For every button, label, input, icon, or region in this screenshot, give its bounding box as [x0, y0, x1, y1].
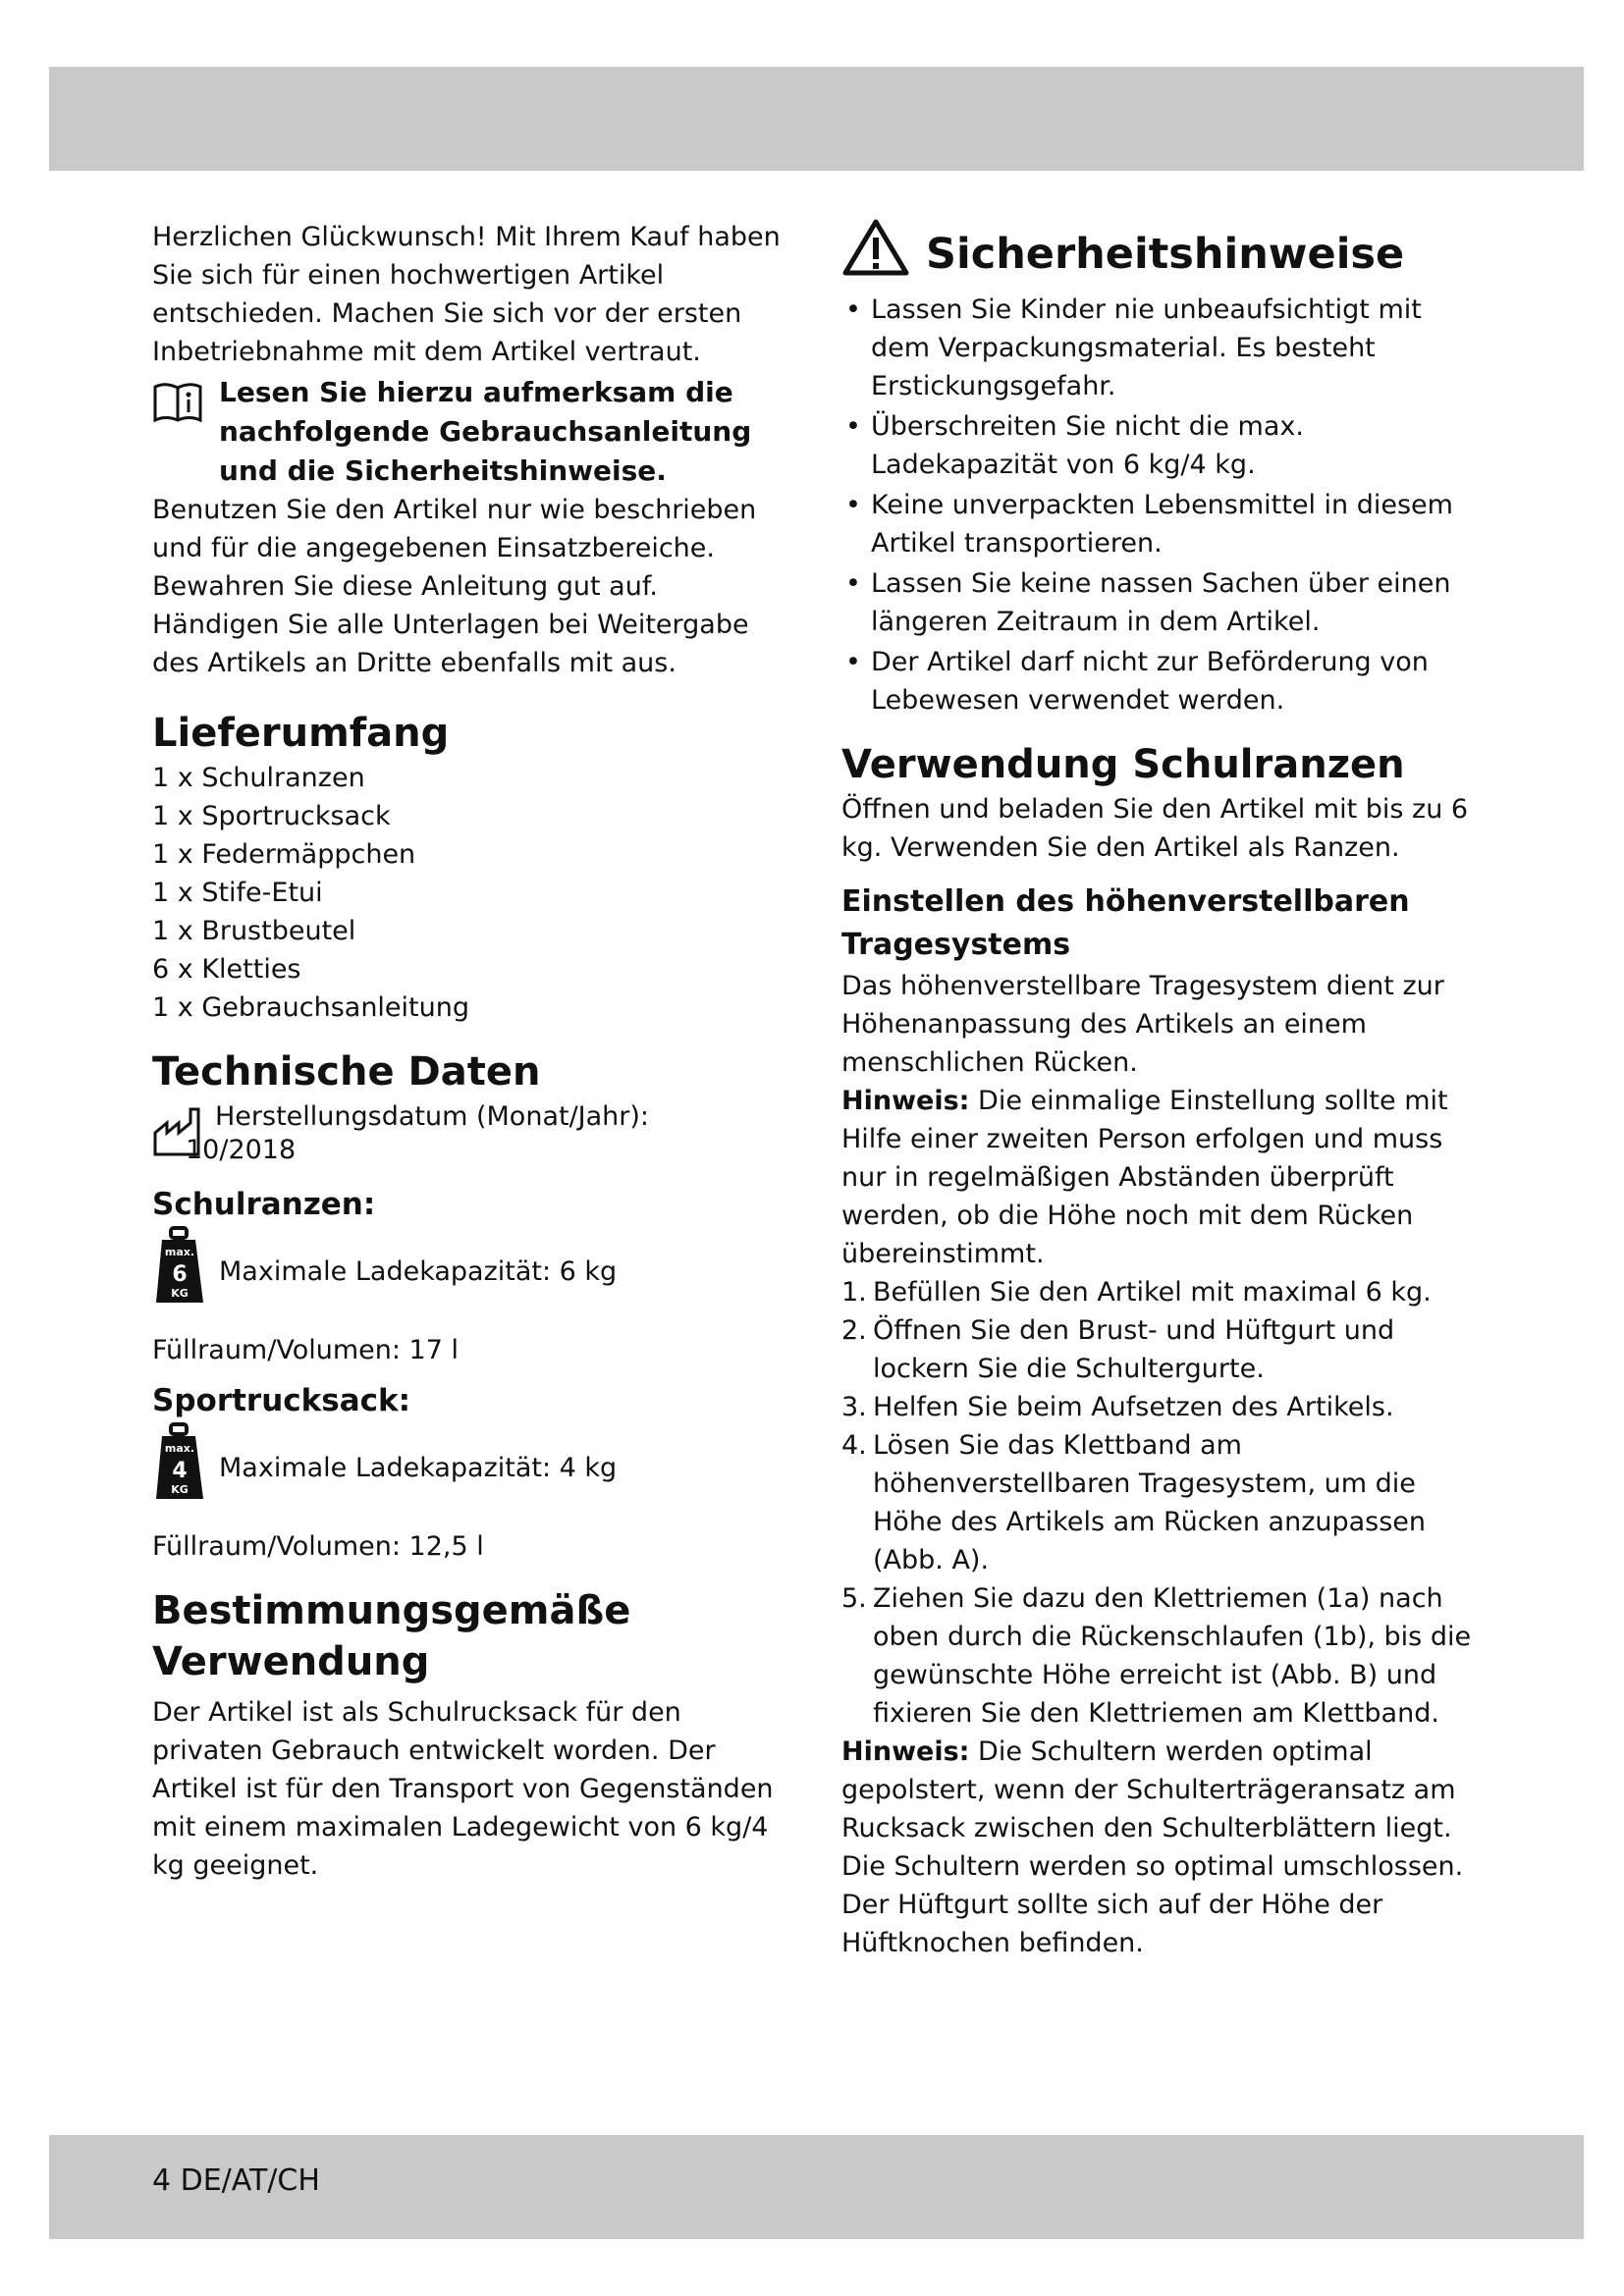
safety-item: • Der Artikel darf nicht zur Beförderung von Lebewesen verwendet werden.	[841, 643, 1485, 720]
page-number: 4 DE/AT/CH	[152, 2163, 320, 2198]
scope-item: 1 x Sportrucksack	[152, 801, 391, 831]
school-capacity: Maximale Ladekapazität: 6 kg	[219, 1256, 618, 1287]
hint-text-2: Die Schultern werden optimal gepolstert, wenn der Schulterträgeransatz am Rucksack zwischen den Schulterblättern liegt. Die Schultern werden so optimal umschlossen. Der Hüftgurt sollte sich auf der Höhe der Hüftknochen befinden.	[841, 1736, 1464, 1958]
weight-badge-text: 6	[172, 1262, 188, 1287]
step-item	[841, 1579, 1485, 1733]
scope-item: 6 x Kletties	[152, 954, 301, 985]
step-text: Öffnen Sie den Brust- und Hüftgurt und lockern Sie die Schultergurte.	[873, 1315, 1395, 1384]
scope-item: 1 x Gebrauchsanleitung	[152, 992, 469, 1023]
step-item	[841, 1388, 1485, 1426]
step-number: 5.	[841, 1583, 867, 1614]
intended-use-text: Der Artikel ist als Schulrucksack für den privaten Gebrauch entwickelt worden. Der Artikel ist für den Transport von Gegenständen mit einem maximalen Ladegewicht von 6 kg/4 kg geeignet.	[152, 1697, 774, 1881]
weight-badge-text: KG	[171, 1483, 189, 1496]
safety-title: Sicherheitshinweise	[926, 230, 1405, 279]
sport-capacity: Maximale Ladekapazität: 4 kg	[219, 1453, 618, 1483]
weight-badge-text: KG	[171, 1287, 189, 1300]
hint-label-2: Hinweis:	[841, 1736, 970, 1767]
scope-item: 1 x Federmäppchen	[152, 839, 416, 870]
usage-paragraph: Benutzen Sie den Artikel nur wie beschrieben und für die angegebenen Einsatzbereiche.	[152, 495, 757, 563]
hint-label-1: Hinweis:	[841, 1086, 970, 1116]
step-item	[841, 1426, 1485, 1579]
scope-list	[152, 759, 795, 1027]
school-capacity-row	[152, 1226, 795, 1317]
weight-6kg-icon	[152, 1226, 219, 1317]
open-book-info-icon	[152, 373, 219, 435]
step-text: Befüllen Sie den Artikel mit maximal 6 kg.	[873, 1277, 1432, 1308]
hint-paragraph-2	[841, 1733, 1485, 1962]
safety-list	[841, 291, 1485, 720]
sport-volume: Füllraum/Volumen: 12,5 l	[152, 1531, 484, 1562]
manufacture-row	[152, 1097, 795, 1169]
step-item	[841, 1311, 1485, 1388]
weight-badge-text: 4	[172, 1459, 188, 1483]
usage-title: Verwendung Schulranzen	[841, 742, 1405, 787]
manufacture-date: 10/2018	[186, 1135, 297, 1165]
safety-item: • Lassen Sie Kinder nie unbeaufsichtigt mit dem Verpackungsmaterial. Es besteht Erstickungsgefahr.	[841, 291, 1485, 405]
read-manual-note	[152, 373, 795, 491]
step-item	[841, 1273, 1485, 1311]
manufacture-label: Herstellungsdatum (Monat/Jahr):	[215, 1101, 650, 1132]
header-bar	[49, 67, 1584, 171]
step-number: 2.	[841, 1315, 867, 1346]
hint-text-1: Die einmalige Einstellung sollte mit Hilfe einer zweiten Person erfolgen und muss nur in regelmäßigen Abständen überprüft werden, ob die Höhe noch mit dem Rücken übereinstimmt.	[841, 1086, 1448, 1269]
step-text: Ziehen Sie dazu den Klettriemen (1a) nach oben durch die Rückenschlaufen (1b), bis die gewünschte Höhe erreicht ist (Abb. B) und fixieren Sie den Klettriemen am Klettband.	[873, 1583, 1472, 1729]
scope-item: 1 x Brustbeutel	[152, 916, 356, 946]
step-text: Lösen Sie das Klettband am höhenverstellbaren Tragesystem, um die Höhe des Artikels am Rücken anzupassen (Abb. A).	[873, 1430, 1427, 1575]
sport-bag-title: Sportrucksack:	[152, 1383, 411, 1418]
school-bag-title: Schulranzen:	[152, 1187, 376, 1222]
hint-paragraph-1	[841, 1082, 1485, 1273]
tech-title: Technische Daten	[152, 1049, 541, 1095]
scope-item: 1 x Stife-Etui	[152, 878, 323, 908]
keep-manual-paragraph: Bewahren Sie diese Anleitung gut auf.	[152, 571, 658, 602]
left-column	[152, 218, 795, 1885]
weight-badge-text: max.	[164, 1442, 195, 1455]
intended-use-title: Bestimmungsgemäße Verwendung	[152, 1588, 631, 1684]
adjust-description: Das höhenverstellbare Tragesystem dient zur Höhenanpassung des Artikels an einem menschlichen Rücken.	[841, 971, 1444, 1078]
school-volume: Füllraum/Volumen: 17 l	[152, 1335, 459, 1365]
step-text: Helfen Sie beim Aufsetzen des Artikels.	[873, 1392, 1394, 1422]
steps-list	[841, 1273, 1485, 1733]
read-manual-text: Lesen Sie hierzu aufmerksam die nachfolgende Gebrauchsanleitung und die Sicherheitshinweise.	[219, 376, 752, 487]
weight-4kg-icon	[152, 1422, 219, 1514]
safety-item: • Keine unverpackten Lebensmittel in diesem Artikel transportieren.	[841, 486, 1485, 562]
scope-item: 1 x Schulranzen	[152, 763, 365, 793]
safety-item: • Lassen Sie keine nassen Sachen über einen längeren Zeitraum in dem Artikel.	[841, 564, 1485, 641]
safety-heading	[841, 218, 1485, 291]
usage-intro: Öffnen und beladen Sie den Artikel mit bis zu 6 kg. Verwenden Sie den Artikel als Ranzen.	[841, 794, 1469, 863]
scope-title: Lieferumfang	[152, 711, 450, 756]
step-number: 1.	[841, 1277, 867, 1308]
step-number: 3.	[841, 1392, 867, 1422]
intro-paragraph: Herzlichen Glückwunsch! Mit Ihrem Kauf haben Sie sich für einen hochwertigen Artikel entschieden. Machen Sie sich vor der ersten Inbetriebnahme mit dem Artikel vertraut.	[152, 222, 781, 367]
safety-item: • Überschreiten Sie nicht die max. Ladekapazität von 6 kg/4 kg.	[841, 407, 1485, 484]
step-number: 4.	[841, 1430, 867, 1461]
sport-capacity-row	[152, 1422, 795, 1514]
warning-triangle-icon	[841, 218, 926, 291]
right-column	[841, 218, 1485, 1962]
adjust-subtitle: Einstellen des höhenverstellbaren Tragesystems	[841, 884, 1410, 962]
handover-paragraph: Händigen Sie alle Unterlagen bei Weitergabe des Artikels an Dritte ebenfalls mit aus.	[152, 610, 749, 678]
weight-badge-text: max.	[164, 1246, 195, 1258]
